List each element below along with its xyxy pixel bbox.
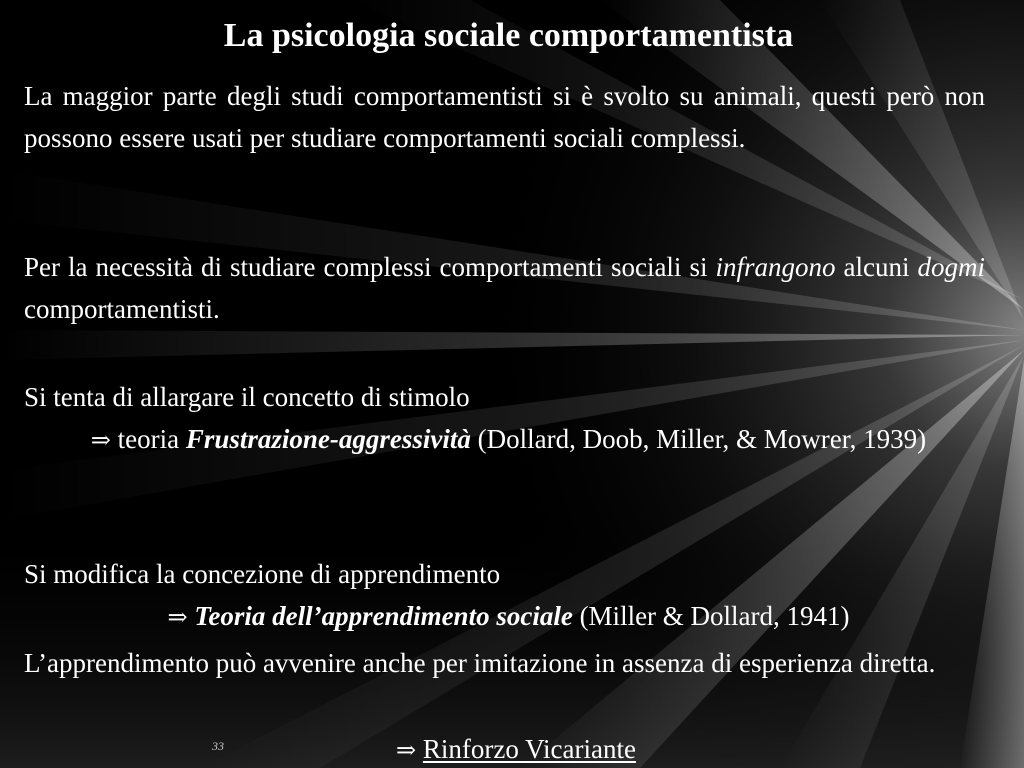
paragraph-imitation: L’apprendimento può avvenire anche per imitazione in assenza di esperienza diretta. (24, 648, 936, 678)
social-learning-line (24, 596, 985, 639)
vicarious-reinforcement: Rinforzo Vicariante (422, 734, 636, 764)
para2-dogmi: dogmi (917, 252, 985, 282)
learning-intro: Si modifica la concezione di apprendimento (24, 559, 501, 589)
page-number: 33 (212, 739, 224, 753)
implies-arrow-icon: ⇒ (396, 736, 417, 764)
stimulus-intro: Si tenta di allargare il concetto di stimolo (24, 382, 470, 412)
para2-text-1: Per la necessità di studiare complessi comportamenti sociali si (24, 252, 716, 282)
para2-text-3: alcuni (835, 252, 918, 282)
theory-prefix: teoria (110, 423, 186, 454)
paragraph-learning (24, 554, 985, 638)
paragraph-stimulus (24, 377, 985, 461)
paragraph-animal-studies: La maggior parte degli studi comportamentisti si è svolto su animali, questi però non possono essere usati per studiare comportamenti sociali complessi. (24, 81, 985, 153)
slide-title: La psicologia sociale comportamentista (223, 17, 794, 54)
vicarious-reinforcement-line (0, 729, 1024, 768)
frustration-aggression-theory: Frustrazione-aggressività (185, 423, 471, 454)
frustration-aggression-citation: (Dollard, Doob, Miller, & Mowrer, 1939) (470, 423, 927, 454)
para2-infrangono: infrangono (715, 252, 836, 282)
implies-arrow-icon: ⇒ (90, 425, 111, 454)
para2-text-5: comportamentisti. (24, 293, 220, 324)
social-learning-theory: Teoria dell’apprendimento sociale (194, 600, 573, 631)
implies-arrow-icon: ⇒ (167, 602, 188, 631)
social-learning-citation: (Miller & Dollard, 1941) (572, 600, 850, 631)
frustration-aggression-line (24, 419, 985, 462)
paragraph-dogmas (24, 247, 985, 330)
